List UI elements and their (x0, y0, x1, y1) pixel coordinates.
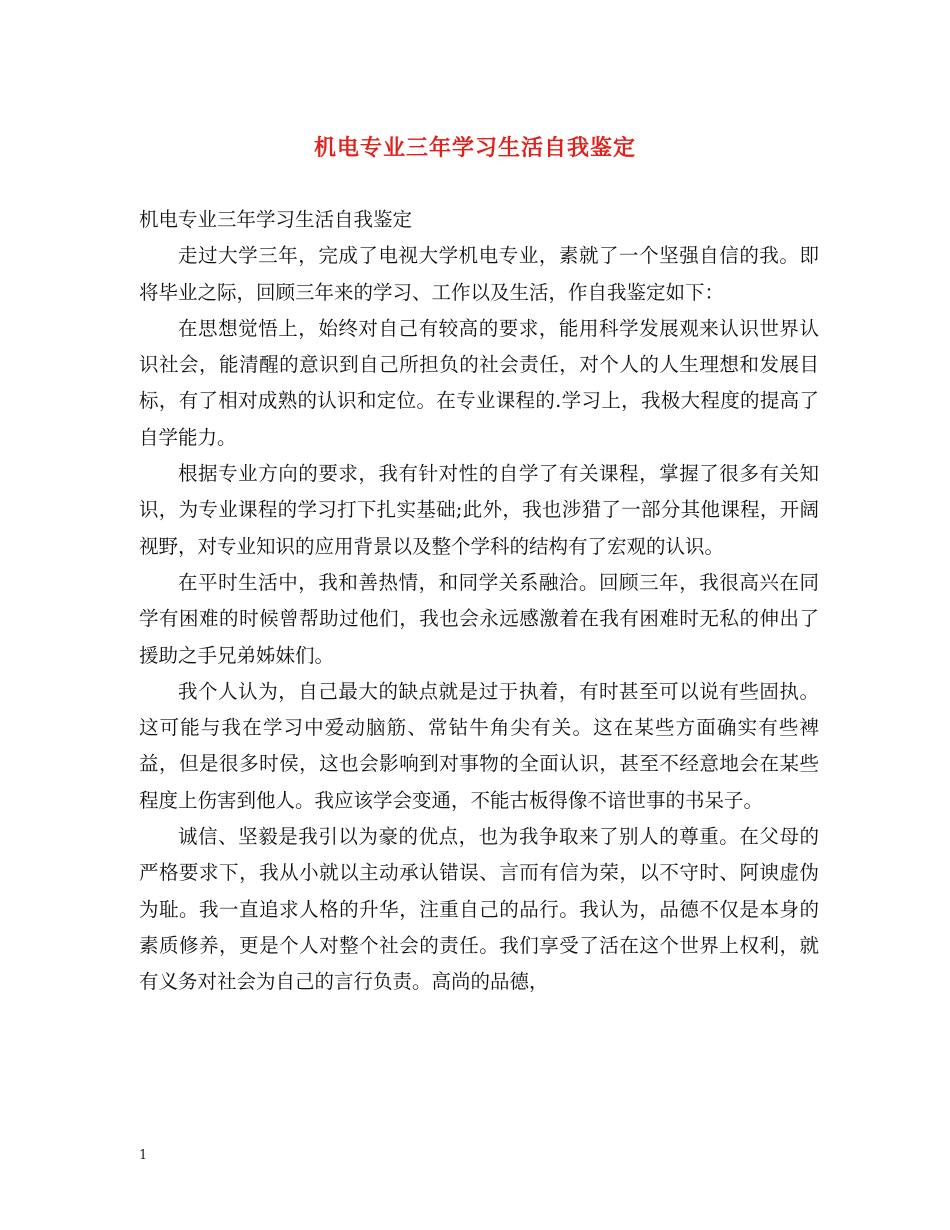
paragraph: 我个人认为，自己最大的缺点就是过于执着，有时甚至可以说有些固执。这可能与我在学习中爱动脑筋、常钻牛角尖有关。这在某些方面确实有些裨益，但是很多时侯，这也会影响到对事物的全面认识，甚至不经意地会在某些程度上伤害到他人。我应该学会变通，不能古板得像不谙世事的书呆子。 (139, 679, 819, 812)
paragraph: 走过大学三年，完成了电视大学机电专业，素就了一个坚强自信的我。即将毕业之际，回顾三年来的学习、工作以及生活，作自我鉴定如下： (139, 244, 819, 304)
paragraph: 根据专业方向的要求，我有针对性的自学了有关课程，掌握了很多有关知识，为专业课程的学习打下扎实基础;此外，我也涉猎了一部分其他课程，开阔视野，对专业知识的应用背景以及整个学科的结构有了宏观的认识。 (139, 462, 819, 558)
paragraph: 在平时生活中，我和善热情，和同学关系融洽。回顾三年，我很高兴在同学有困难的时候曾帮助过他们，我也会永远感激着在我有困难时无私的伸出了援助之手兄弟姊妹们。 (139, 570, 819, 667)
document-body (139, 202, 819, 1001)
document-title: 机电专业三年学习生活自我鉴定 (313, 135, 636, 161)
document-subtitle: 机电专业三年学习生活自我鉴定 (139, 208, 413, 231)
paragraph: 在思想觉悟上，始终对自己有较高的要求，能用科学发展观来认识世界认识社会，能清醒的意识到自己所担负的社会责任，对个人的人生理想和发展目标，有了相对成熟的认识和定位。在专业课程的.学习上，我极大程度的提高了自学能力。 (139, 316, 819, 449)
paragraph: 诚信、坚毅是我引以为豪的优点，也为我争取来了别人的尊重。在父母的严格要求下，我从小就以主动承认错误、言而有信为荣，以不守时、阿谀虚伪为耻。我一直追求人格的升华，注重自己的品行。我认为，品德不仅是本身的素质修养，更是个人对整个社会的责任。我们享受了活在这个世界上权利，就有义务对社会为自己的言行负责。高尚的品德， (139, 825, 819, 994)
page-number: 1 (139, 1148, 148, 1163)
